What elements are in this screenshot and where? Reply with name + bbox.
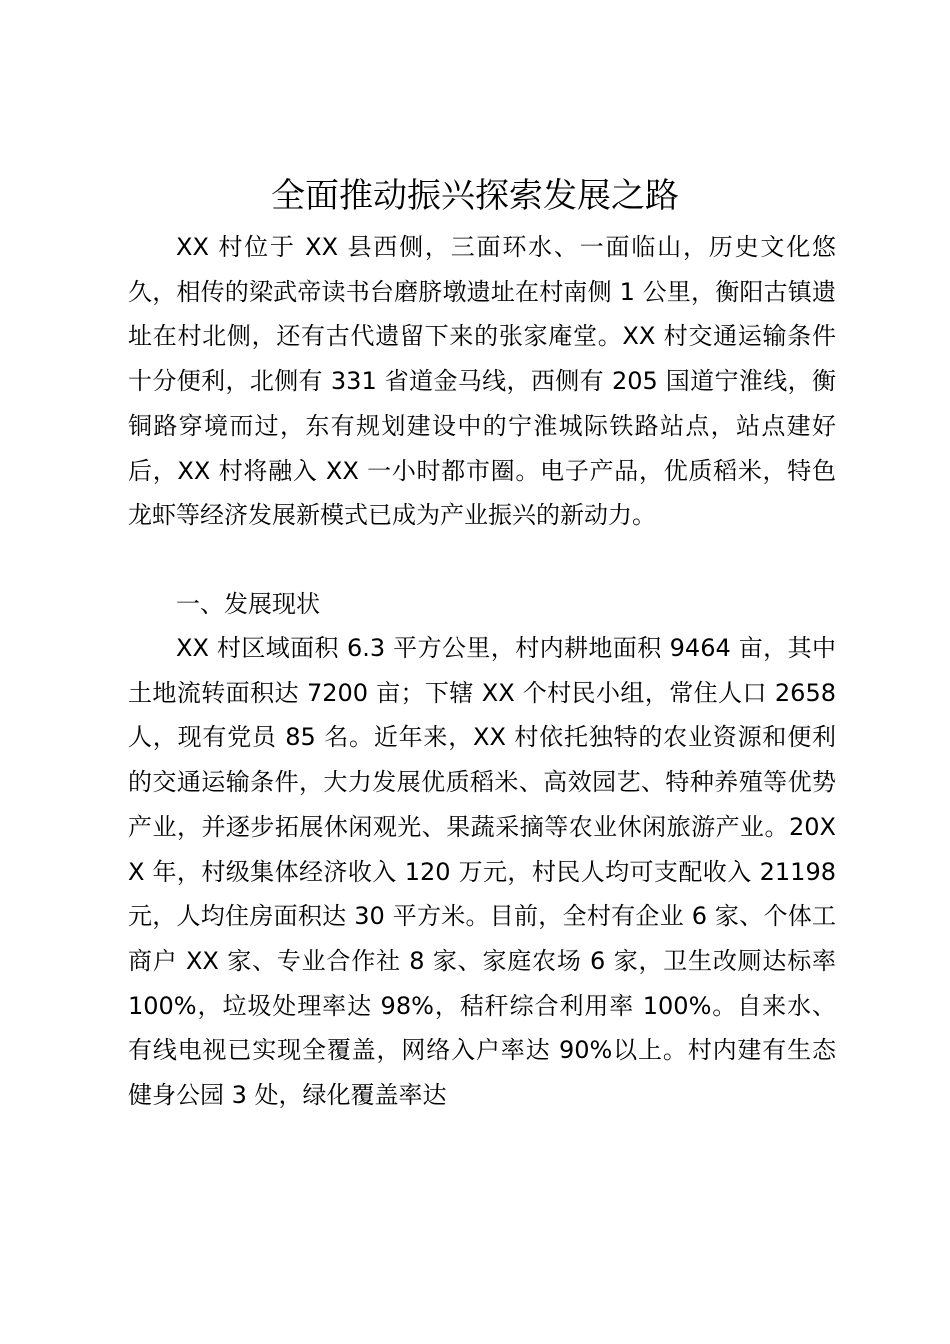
paragraph-current-status: XX 村区域面积 6.3 平方公里，村内耕地面积 9464 亩，其中土地流转面积达 7200 亩；下辖 XX 个村民小组，常住人口 2658 人，现有党员 85 名。近年来，XX 村依托独特的农业资源和便利的交通运输条件，大力发展优质稻米、高效园艺、特种养殖等优势产业，并逐步拓展休闲观光、果蔬采摘等农业休闲旅游产业。20XX 年，村级集体经济收入 120 万元，村民人均可支配收入 21198 元，人均住房面积达 30 平方米。目前，全村有企业 6 家、个体工商户 XX 家、专业合作社 8 家、家庭农场 6 家，卫生改厕达标率 100%，垃圾处理率达 98%，秸秆综合利用率 100%。自来水、有线电视已实现全覆盖，网络入户率达 90%以上。村内建有生态健身公园 3 处，绿化覆盖率达 xyxy=(128,634,836,1110)
paragraph-village-overview: XX 村位于 XX 县西侧，三面环水、一面临山，历史文化悠久，相传的梁武帝读书台磨脐墩遗址在村南侧 1 公里，衡阳古镇遗址在村北侧，还有古代遗留下来的张家庵堂。XX 村交通运输条件十分便利，北侧有 331 省道金马线，西侧有 205 国道宁淮线，衡铜路穿境而过，东有规划建设中的宁淮城际铁路站点，站点建好后，XX 村将融入 XX 一小时都市圈。电子产品，优质稻米，特色龙虾等经济发展新模式已成为产业振兴的新动力。 xyxy=(128,233,836,530)
section-heading-current-status: 一、发展现状 xyxy=(176,590,320,618)
document-title: 全面推动振兴探索发展之路 xyxy=(271,176,679,216)
